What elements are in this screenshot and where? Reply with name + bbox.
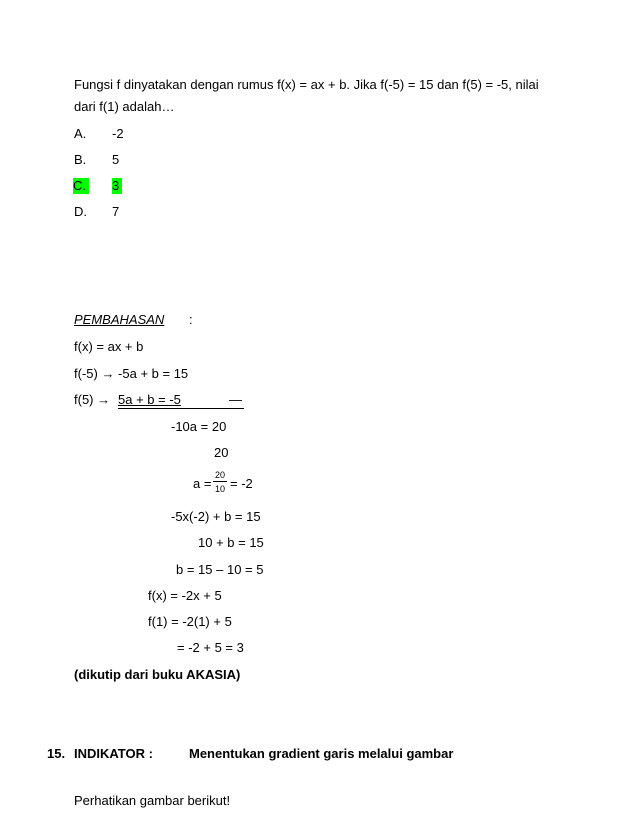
solution-line-10: f(x) = -2x + 5: [148, 588, 222, 603]
question-text-line1: Fungsi f dinyatakan dengan rumus f(x) = ax + b. Jika f(-5) = 15 dan f(5) = -5, nilai: [74, 77, 539, 92]
solution-line-7: -5x(-2) + b = 15: [171, 509, 261, 524]
solution-line-12: = -2 + 5 = 3: [177, 640, 244, 655]
fraction-bar: [213, 481, 227, 482]
solution-line-2: f(-5) → -5a + b = 15: [74, 366, 189, 381]
solution-heading: PEMBAHASAN: [74, 312, 165, 327]
solution-heading-colon: :: [189, 312, 193, 327]
subtraction-rule: [118, 408, 244, 409]
option-b-value: 5: [112, 152, 120, 167]
option-b-letter: B.: [74, 152, 87, 167]
solution-line-6-lhs: a =: [193, 476, 212, 491]
next-prompt: Perhatikan gambar berikut!: [74, 793, 231, 808]
solution-line-3-equation: 5a + b = -5: [118, 392, 181, 407]
solution-line-4: -10a = 20: [171, 419, 227, 434]
option-a-value: -2: [112, 126, 124, 141]
fraction-denominator: 10: [214, 484, 225, 494]
option-c-value: 3: [112, 178, 122, 194]
solution-line-3-label: f(5) →: [74, 392, 111, 407]
next-indicator-label: INDIKATOR :: [74, 746, 153, 761]
solution-line-5: 20: [214, 445, 229, 460]
next-question-number: 15.: [47, 746, 66, 761]
solution-source: (dikutip dari buku AKASIA): [74, 667, 241, 682]
solution-line-8: 10 + b = 15: [198, 535, 264, 550]
option-d-letter: D.: [74, 204, 87, 219]
fraction-numerator: 20: [214, 470, 225, 480]
solution-line-6-rhs: = -2: [230, 476, 253, 491]
subtraction-mark: —: [229, 392, 242, 407]
next-indicator-text: Menentukan gradient garis melalui gambar: [189, 746, 454, 761]
solution-line-1: f(x) = ax + b: [74, 339, 144, 354]
option-a-letter: A.: [74, 126, 87, 141]
option-d-value: 7: [112, 204, 120, 219]
solution-line-11: f(1) = -2(1) + 5: [148, 614, 232, 629]
question-text-line2: dari f(1) adalah…: [74, 99, 175, 114]
solution-line-9: b = 15 – 10 = 5: [176, 562, 264, 577]
option-c-letter: C.: [73, 178, 89, 194]
